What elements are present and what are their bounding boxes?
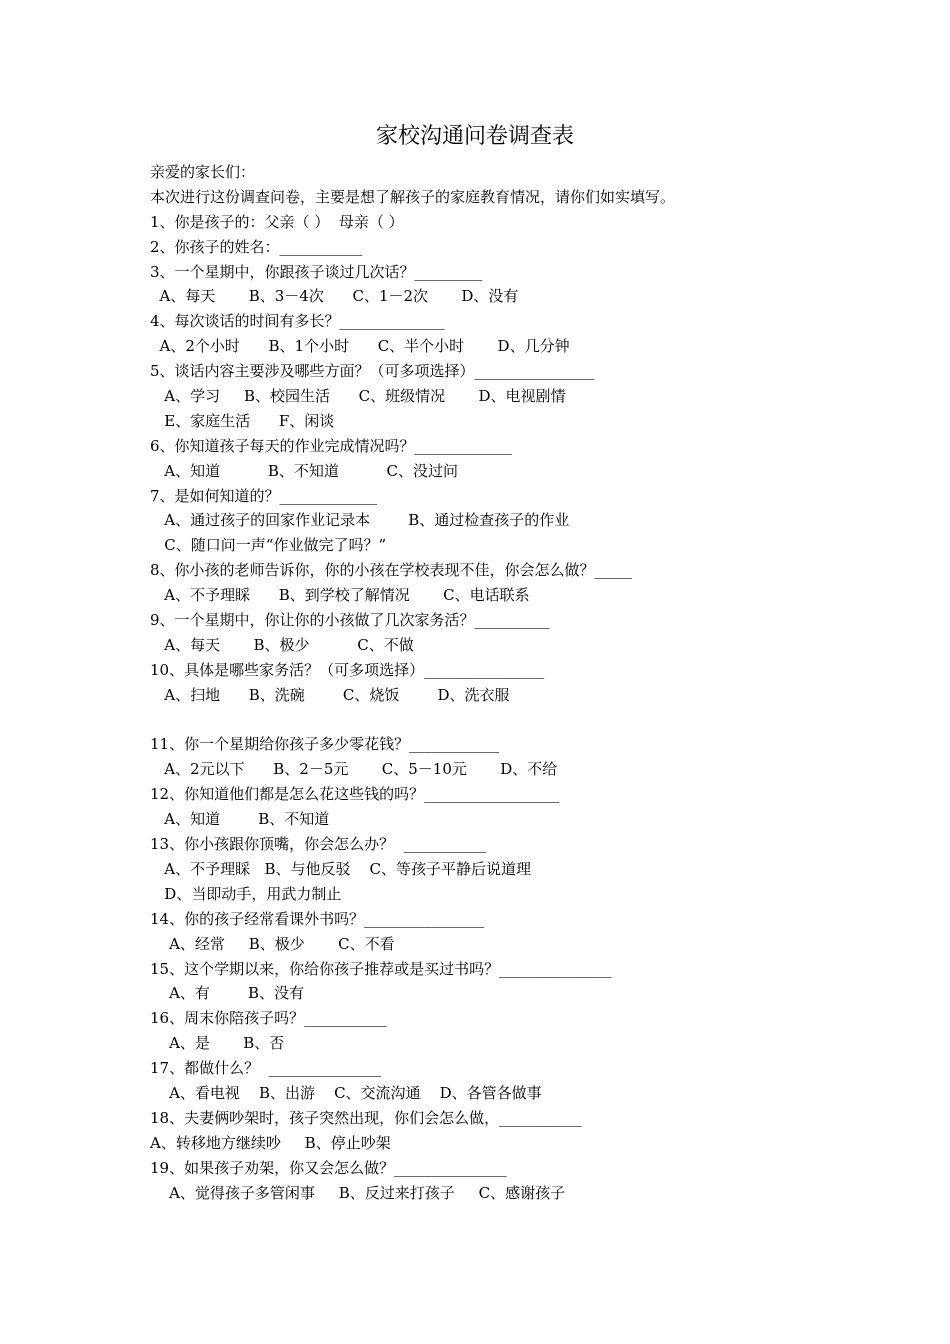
- document-title: 家校沟通问卷调查表: [375, 124, 574, 149]
- q8-question: 8、你小孩的老师告诉你，你的小孩在学校表现不佳，你会怎么做？_____: [150, 561, 633, 580]
- q13-options: A、不予理睬 B、与他反驳 C、等孩子平静后说道理: [150, 859, 532, 878]
- q15-question: 15、这个学期以来，你给你孩子推荐或是买过书吗？_______________: [150, 959, 612, 978]
- questionnaire-body: [150, 160, 910, 1205]
- q18-question: 18、夫妻俩吵架时，孩子突然出现，你们会怎么做，___________: [150, 1108, 582, 1127]
- q11-question: 11、你一个星期给你孩子多少零花钱？____________: [150, 735, 500, 754]
- q7-question: 7、是如何知道的？_____________: [150, 486, 378, 505]
- q17-options: A、看电视 B、出游 C、交流沟通 D、各管各做事: [150, 1083, 542, 1102]
- q4-question: 4、每次谈话的时间有多长？______________: [150, 312, 445, 331]
- q11-options: A、2元以下 B、2－5元 C、5－10元 D、不给: [150, 760, 558, 779]
- q7-options-2: C、随口问一声“作业做完了吗？”: [150, 536, 387, 555]
- q19-options: A、觉得孩子多管闲事 B、反过来打孩子 C、感谢孩子: [150, 1183, 566, 1202]
- q13-question: 13、你小孩跟你顶嘴，你会怎么办？ ___________: [150, 835, 487, 854]
- q8-options: A、不予理睬 B、到学校了解情况 C、电话联系: [150, 586, 530, 605]
- q5-options: A、学习 B、校园生活 C、班级情况 D、电视剧情: [150, 387, 566, 406]
- q4-options: A、2个小时 B、1个小时 C、半个小时 D、几分钟: [150, 337, 570, 356]
- q7-options: A、通过孩子的回家作业记录本 B、通过检查孩子的作业: [150, 511, 570, 530]
- q3-options: A、每天 B、3－4次 C、1－2次 D、没有: [150, 287, 519, 306]
- q5-options-2: E、家庭生活 F、闲谈: [150, 411, 335, 430]
- greeting: 亲爱的家长们：: [150, 163, 256, 181]
- q5-question: 5、谈话内容主要涉及哪些方面？（可多项选择）________________: [150, 362, 595, 381]
- q18-options: A、转移地方继续吵 B、停止吵架: [150, 1133, 391, 1152]
- q9-question: 9、一个星期中，你让你的小孩做了几次家务活？__________: [150, 611, 550, 630]
- intro-text: 本次进行这份调查问卷，主要是想了解孩子的家庭教育情况，请你们如实填写。: [150, 187, 676, 206]
- q2-question: 2、你孩子的姓名：___________: [150, 237, 363, 256]
- q14-question: 14、你的孩子经常看课外书吗？________________: [150, 909, 485, 928]
- q3-question: 3、一个星期中，你跟孩子谈过几次话？_________: [150, 262, 483, 281]
- q10-question: 10、具体是哪些家务活？（可多项选择）________________: [150, 660, 545, 679]
- blank-line: [150, 708, 910, 733]
- q6-question: 6、你知道孩子每天的作业完成情况吗？_____________: [150, 436, 513, 455]
- q1-question: 1、你是孩子的：父亲（ ） 母亲（ ）: [150, 212, 404, 231]
- q13-options-2: D、当即动手，用武力制止: [150, 884, 342, 903]
- q16-question: 16、周末你陪孩子吗？___________: [150, 1009, 387, 1028]
- q15-options: A、有 B、没有: [150, 984, 305, 1003]
- q17-question: 17、都做什么？ _______________: [150, 1059, 382, 1078]
- q14-options: A、经常 B、极少 C、不看: [150, 934, 395, 953]
- q6-options: A、知道 B、不知道 C、没过问: [150, 461, 458, 480]
- q9-options: A、每天 B、极少 C、不做: [150, 635, 414, 654]
- q10-options: A、扫地 B、洗碗 C、烧饭 D、洗衣服: [150, 685, 510, 704]
- q19-question: 19、如果孩子劝架，你又会怎么做？_______________: [150, 1158, 507, 1177]
- q12-options: A、知道 B、不知道: [150, 810, 330, 829]
- q12-question: 12、你知道他们都是怎么花这些钱的吗？__________________: [150, 785, 560, 804]
- q16-options: A、是 B、否: [150, 1034, 285, 1053]
